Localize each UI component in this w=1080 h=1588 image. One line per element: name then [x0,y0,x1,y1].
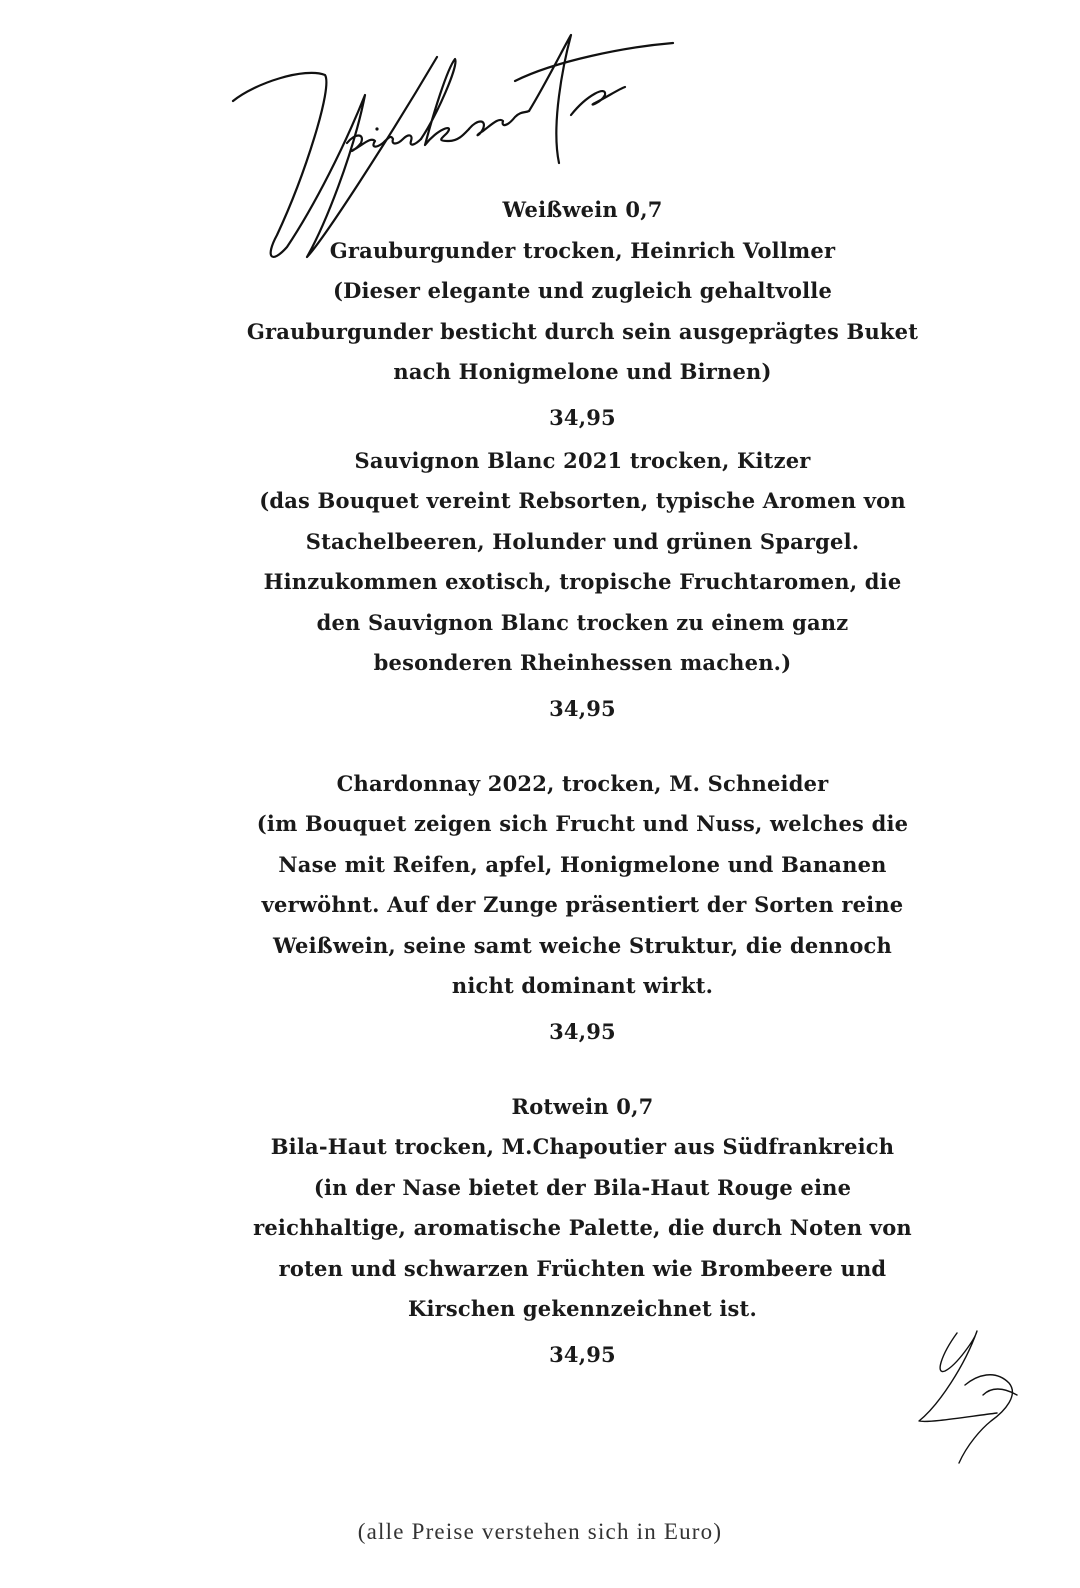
monogram-logo [905,1325,1035,1470]
section-heading-red-wine: Rotwein 0,7 [511,1093,654,1119]
wine-description: (das Bouquet vereint Rebsorten, typische Aromen von Stachelbeeren, Holunder und grünen Spargel. Hinzukommen exotisch, tropische Fruchtaromen, die den Sauvignon Blanc trocken zu einem ganz besonderen Rheinhessen machen.) [259,488,906,675]
wine-entry [240,764,925,1055]
wine-name: Chardonnay 2022, trocken, M. Schneider [336,770,829,796]
wine-name: Bila-Haut trocken, M.Chapoutier aus Südfrankreich [270,1134,895,1159]
wine-price: 34,95 [549,1018,616,1044]
spacer [240,1055,925,1087]
wine-description: (Dieser elegante und zugleich gehaltvolle Grauburgunder besticht durch sein ausgeprägtes Buket nach Honigmelone und Birnen) [246,278,919,384]
wine-description: (im Bouquet zeigen sich Frucht und Nuss, welches die Nase mit Reifen, apfel, Honigmelone und Bananen verwöhnt. Auf der Zunge präsentiert der Sorten reine Weißwein, seine samt weiche Struktur, die dennoch nicht dominant wirkt. [256,811,909,998]
wine-entry [240,441,925,732]
price-currency-note: (alle Preise verstehen sich in Euro) [357,1519,723,1544]
spacer [240,732,925,764]
section-heading-white-wine: Weißwein 0,7 [502,197,663,222]
wine-description: (in der Nase bietet der Bila-Haut Rouge eine reichhaltige, aromatische Palette, die durch Noten von roten und schwarzen Früchten wie Brombeere und Kirschen gekennzeichnet ist. [253,1174,912,1321]
wine-name: Sauvignon Blanc 2021 trocken, Kitzer [354,447,811,473]
wine-entry [240,1127,925,1378]
wine-price: 34,95 [549,404,616,430]
wine-name: Grauburgunder trocken, Heinrich Vollmer [329,237,836,263]
wine-entry [240,231,925,441]
wine-price: 34,95 [549,695,616,721]
wine-price: 34,95 [549,1341,616,1367]
wine-menu [240,190,925,1378]
